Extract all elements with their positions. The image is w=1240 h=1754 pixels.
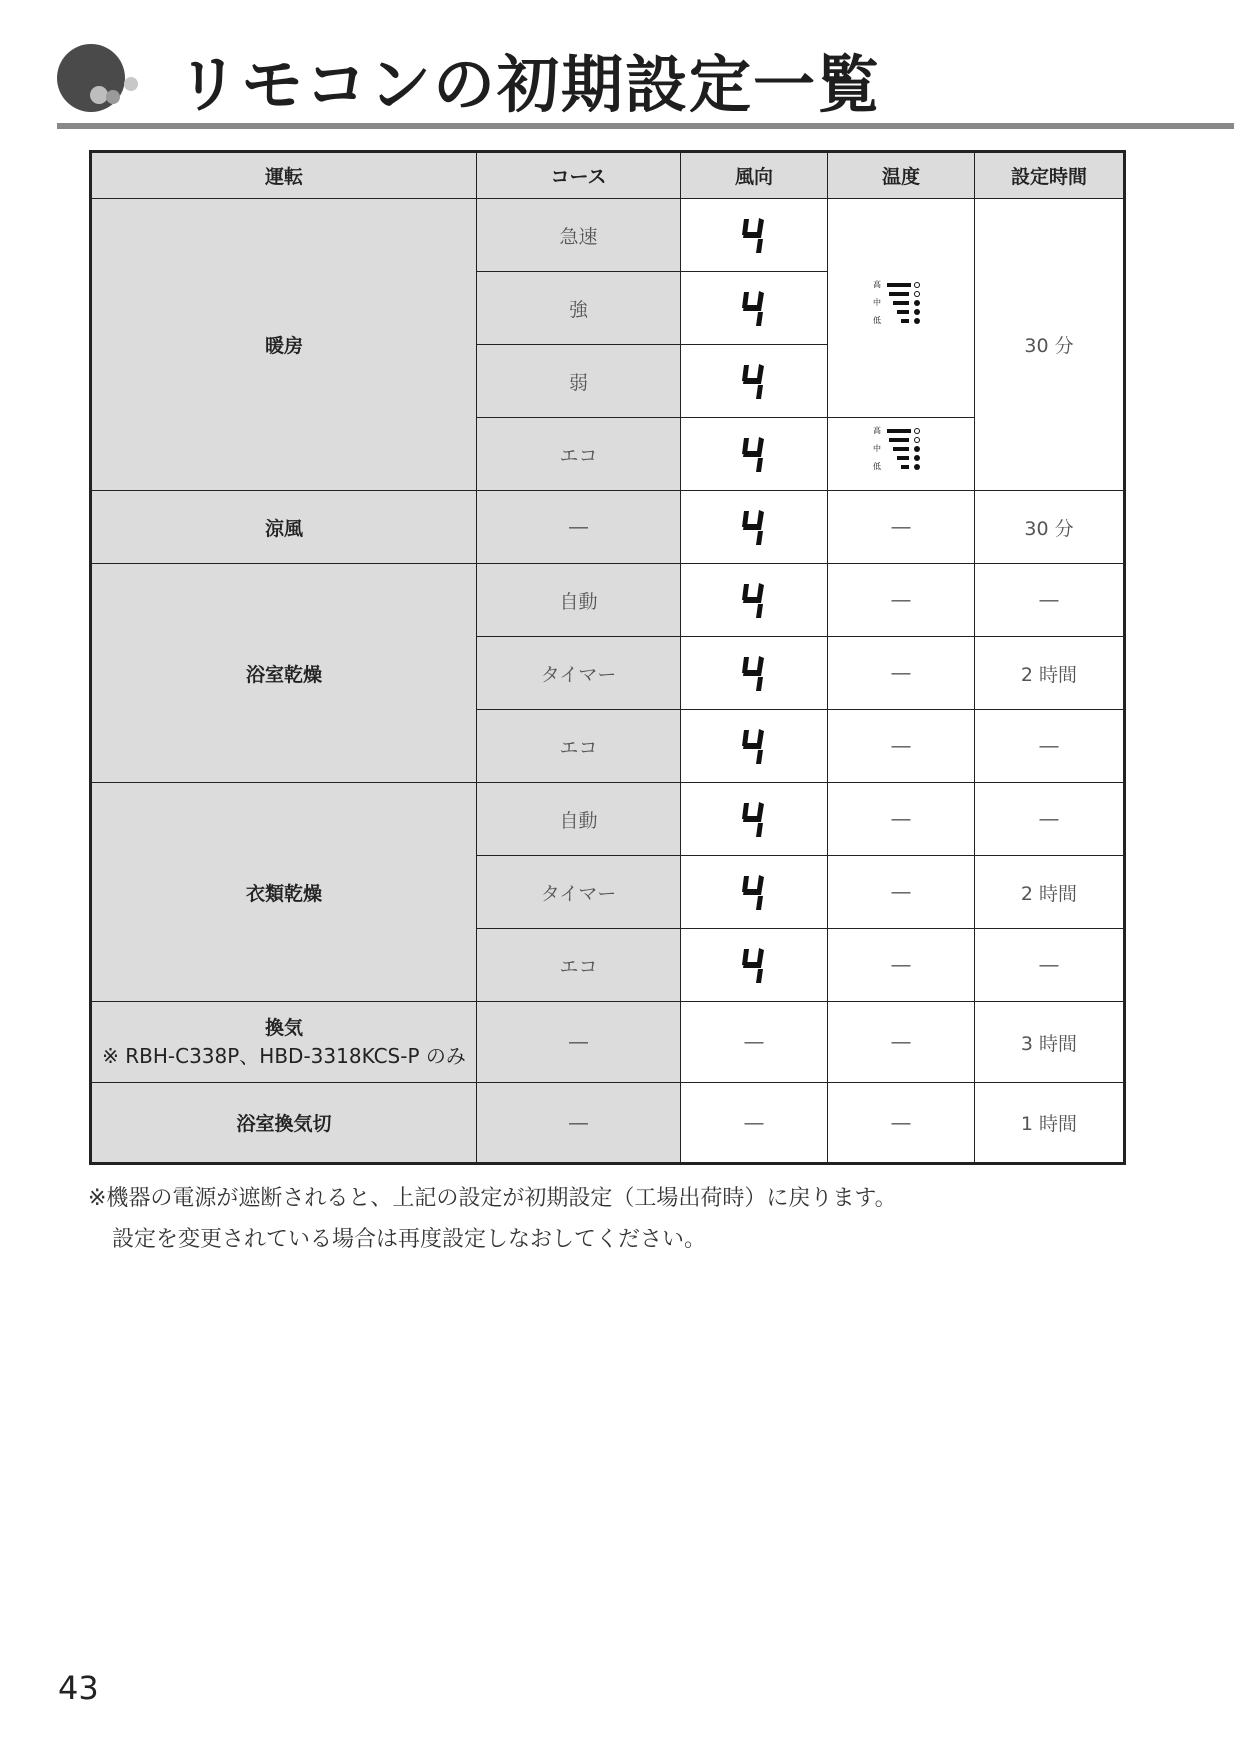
page-title: リモコンの初期設定一覧 — [177, 48, 882, 121]
time-none: ― — [975, 783, 1125, 856]
footnote-line-1: ※機器の電源が遮断されると、上記の設定が初期設定（工場出荷時）に戻ります。 — [88, 1186, 897, 1211]
wind-direction-icon — [737, 653, 771, 693]
wind-direction-icon — [737, 288, 771, 328]
course-strong: 強 — [477, 272, 681, 345]
wind-cell — [681, 491, 828, 564]
wind-direction-icon — [737, 215, 771, 255]
time-cell: 2 時間 — [975, 637, 1125, 710]
time-cell: 3 時間 — [975, 1002, 1125, 1083]
wind-cell — [681, 637, 828, 710]
course-auto: 自動 — [477, 783, 681, 856]
time-cell: 30 分 — [975, 491, 1125, 564]
section-bullet-icon — [57, 42, 157, 122]
temp-none: ― — [828, 564, 975, 637]
temp-none: ― — [828, 710, 975, 783]
temp-cell — [828, 199, 975, 418]
wind-cell — [681, 710, 828, 783]
operation-heating: 暖房 — [91, 199, 477, 491]
operation-cool-breeze: 涼風 — [91, 491, 477, 564]
wind-direction-icon — [737, 799, 771, 839]
wind-direction-icon — [737, 726, 771, 766]
temp-none: ― — [828, 929, 975, 1002]
time-none: ― — [975, 929, 1125, 1002]
course-weak: 弱 — [477, 345, 681, 418]
table-header-row — [91, 152, 1125, 199]
course-none: ― — [477, 1002, 681, 1083]
wind-none: ― — [681, 1083, 828, 1164]
course-none: ― — [477, 1083, 681, 1164]
page-header — [57, 40, 1234, 132]
wind-direction-icon — [737, 872, 771, 912]
initial-settings-table — [89, 150, 1126, 1165]
temp-cell — [828, 418, 975, 491]
table-row — [91, 1083, 1125, 1164]
table-row — [91, 1002, 1125, 1083]
time-none: ― — [975, 564, 1125, 637]
course-rapid: 急速 — [477, 199, 681, 272]
wind-direction-icon — [737, 945, 771, 985]
operation-bath-dry: 浴室乾燥 — [91, 564, 477, 783]
header-wind-direction: 風向 — [681, 152, 828, 199]
course-timer: タイマー — [477, 856, 681, 929]
temperature-level-icon — [871, 277, 931, 339]
time-cell: 30 分 — [975, 199, 1125, 491]
temp-none: ― — [828, 783, 975, 856]
course-eco: エコ — [477, 710, 681, 783]
course-eco: エコ — [477, 418, 681, 491]
time-none: ― — [975, 710, 1125, 783]
course-none: ― — [477, 491, 681, 564]
temp-none: ― — [828, 1002, 975, 1083]
wind-cell — [681, 856, 828, 929]
wind-direction-icon — [737, 361, 771, 401]
table-row — [91, 491, 1125, 564]
time-cell: 2 時間 — [975, 856, 1125, 929]
table-row — [91, 199, 1125, 272]
title-underline — [57, 123, 1234, 129]
wind-cell — [681, 418, 828, 491]
wind-cell — [681, 345, 828, 418]
wind-cell — [681, 564, 828, 637]
time-cell: 1 時間 — [975, 1083, 1125, 1164]
temp-none: ― — [828, 1083, 975, 1164]
temperature-level-icon — [871, 423, 931, 485]
wind-cell — [681, 929, 828, 1002]
page-number: 43 — [58, 1669, 99, 1707]
temp-none: ― — [828, 637, 975, 710]
header-course: コース — [477, 152, 681, 199]
header-temperature: 温度 — [828, 152, 975, 199]
operation-ventilation — [91, 1002, 477, 1083]
operation-bath-vent-off: 浴室換気切 — [91, 1083, 477, 1164]
wind-direction-icon — [737, 580, 771, 620]
ventilation-label: 換気 — [264, 1016, 303, 1039]
wind-cell — [681, 272, 828, 345]
course-eco: エコ — [477, 929, 681, 1002]
temp-none: ― — [828, 491, 975, 564]
ventilation-model-note: ※ RBH-C338P、HBD-3318KCS-P のみ — [102, 1043, 466, 1068]
course-auto: 自動 — [477, 564, 681, 637]
header-operation: 運転 — [91, 152, 477, 199]
header-set-time: 設定時間 — [975, 152, 1125, 199]
wind-cell — [681, 199, 828, 272]
footnote — [88, 1178, 897, 1260]
wind-none: ― — [681, 1002, 828, 1083]
table-row — [91, 783, 1125, 856]
footnote-line-2: 設定を変更されている場合は再度設定しなおしてください。 — [112, 1227, 707, 1252]
temp-none: ― — [828, 856, 975, 929]
wind-direction-icon — [737, 507, 771, 547]
wind-direction-icon — [737, 434, 771, 474]
operation-clothes-dry: 衣類乾燥 — [91, 783, 477, 1002]
table-row — [91, 564, 1125, 637]
wind-cell — [681, 783, 828, 856]
course-timer: タイマー — [477, 637, 681, 710]
